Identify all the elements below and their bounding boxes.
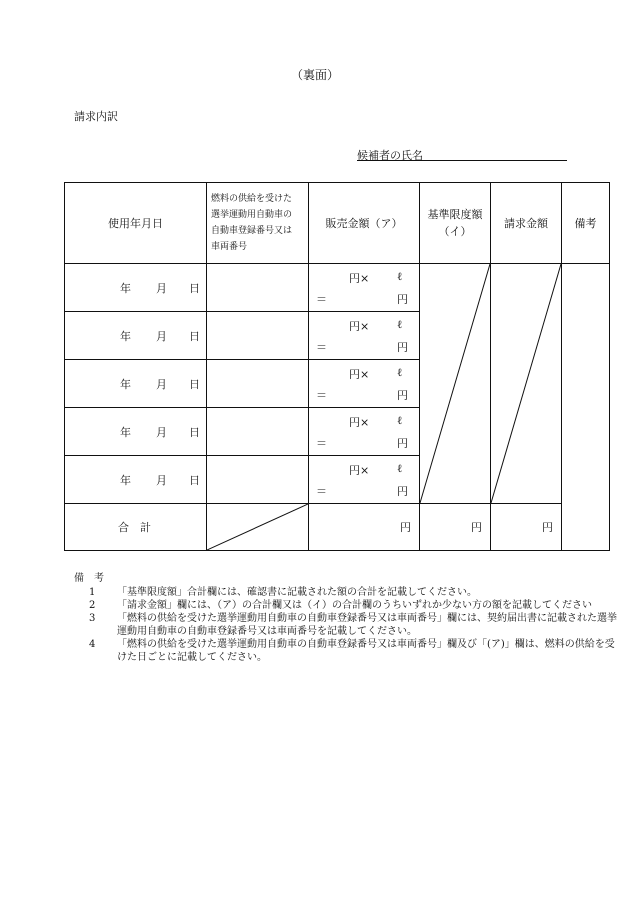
- month-label: 月: [156, 377, 167, 391]
- note-item: [74, 586, 617, 599]
- month-label: 月: [156, 473, 167, 487]
- header-fuel-vehicle: [207, 183, 309, 264]
- total-claim-cell[interactable]: [491, 504, 562, 551]
- yen-unit: 円: [397, 437, 408, 450]
- total-row: [65, 504, 610, 551]
- yen-unit: 円: [400, 521, 411, 534]
- sales-amount-cell[interactable]: [309, 264, 420, 312]
- note-item: [74, 638, 617, 664]
- diagonal-strike: [491, 264, 561, 503]
- note-text: 「燃料の供給を受けた選挙運動用自動車の自動車登録番号又は車両番号」欄には、契約届出書に記載された選挙運動用自動車の自動車登録番号又は車両番号を記載してください。: [117, 613, 617, 637]
- liter-unit: ℓ: [397, 318, 403, 331]
- unit-price-yen: 円×: [349, 320, 370, 333]
- note-text: 「燃料の供給を受けた選挙運動用自動車の自動車登録番号又は車両番号」欄及び「(ア)」欄は、燃料の供給を受けた日ごとに記載してください。: [117, 639, 615, 663]
- notes-heading: 備 考: [74, 573, 104, 584]
- unit-price-yen: 円×: [349, 368, 370, 381]
- year-label: 年: [120, 281, 131, 295]
- yen-unit: 円: [397, 341, 408, 354]
- header-claim-amount: 請求金額: [491, 183, 562, 264]
- vehicle-number-cell[interactable]: [207, 312, 309, 360]
- yen-unit: 円: [471, 521, 482, 534]
- header-fuel-line: 自動車登録番号又は: [211, 226, 293, 236]
- header-fuel-line: 燃料の供給を受けた: [211, 194, 293, 204]
- header-limit-line: 基準限度額: [427, 208, 483, 221]
- claim-amount-cell: [491, 264, 562, 504]
- liter-unit: ℓ: [397, 414, 403, 427]
- note-number: 4: [89, 639, 96, 650]
- claim-breakdown-table: [64, 182, 610, 551]
- sales-amount-cell[interactable]: [309, 456, 420, 504]
- yen-unit: 円: [397, 389, 408, 402]
- total-limit-cell[interactable]: [420, 504, 491, 551]
- diagonal-strike: [420, 264, 490, 503]
- year-label: 年: [120, 473, 131, 487]
- header-date: 使用年月日: [65, 183, 207, 264]
- vehicle-number-cell[interactable]: [207, 408, 309, 456]
- vehicle-number-cell[interactable]: [207, 264, 309, 312]
- equals-sign: ＝: [316, 389, 327, 402]
- limit-amount-cell: [420, 264, 491, 504]
- vehicle-number-cell[interactable]: [207, 456, 309, 504]
- date-cell[interactable]: [65, 360, 207, 408]
- month-label: 月: [156, 425, 167, 439]
- total-sales-cell[interactable]: [309, 504, 420, 551]
- total-vehicle-cell: [207, 504, 309, 551]
- note-text: 「基準限度額」合計欄には、確認書に記載された額の合計を記載してください。: [117, 587, 477, 598]
- header-fuel-line: 選挙運動用自動車の: [211, 210, 293, 220]
- day-label: 日: [189, 281, 200, 295]
- table-row: [65, 264, 610, 312]
- candidate-name-label: 候補者の氏名: [357, 149, 423, 162]
- liter-unit: ℓ: [397, 270, 403, 283]
- header-fuel-line: 車両番号: [211, 242, 248, 252]
- header-sales-amount: 販売金額（ア）: [309, 183, 420, 264]
- note-number: 3: [89, 613, 96, 624]
- vehicle-number-cell[interactable]: [207, 360, 309, 408]
- month-label: 月: [156, 329, 167, 343]
- section-heading: 請求内訳: [74, 110, 118, 123]
- unit-price-yen: 円×: [349, 464, 370, 477]
- liter-unit: ℓ: [397, 462, 403, 475]
- day-label: 日: [189, 377, 200, 391]
- unit-price-yen: 円×: [349, 272, 370, 285]
- day-label: 日: [189, 329, 200, 343]
- day-label: 日: [189, 425, 200, 439]
- yen-unit: 円: [397, 485, 408, 498]
- page-title: （裏面）: [290, 68, 339, 82]
- year-label: 年: [120, 377, 131, 391]
- year-label: 年: [120, 425, 131, 439]
- equals-sign: ＝: [316, 341, 327, 354]
- note-text: 「請求金額」欄には、（ア）の合計欄又は（イ）の合計欄のうちいずれか少ない方の額を記載してください: [117, 600, 592, 611]
- date-cell[interactable]: [65, 456, 207, 504]
- day-label: 日: [189, 473, 200, 487]
- note-number: 1: [89, 587, 96, 598]
- sales-amount-cell[interactable]: [309, 312, 420, 360]
- note-number: 2: [89, 600, 96, 611]
- total-label: 合 計: [118, 521, 151, 534]
- date-cell[interactable]: [65, 312, 207, 360]
- remarks-cell[interactable]: [562, 264, 610, 551]
- note-item: [74, 612, 617, 638]
- liter-unit: ℓ: [397, 366, 403, 379]
- header-row: [65, 183, 610, 264]
- date-cell[interactable]: [65, 264, 207, 312]
- equals-sign: ＝: [316, 485, 327, 498]
- candidate-name-field[interactable]: [357, 160, 567, 161]
- yen-unit: 円: [397, 293, 408, 306]
- notes-section: [74, 572, 617, 664]
- total-label-cell: [65, 504, 207, 551]
- diagonal-strike: [207, 504, 308, 550]
- month-label: 月: [156, 281, 167, 295]
- equals-sign: ＝: [316, 437, 327, 450]
- note-item: [74, 599, 617, 612]
- year-label: 年: [120, 329, 131, 343]
- sales-amount-cell[interactable]: [309, 408, 420, 456]
- header-remarks: 備考: [562, 183, 610, 264]
- header-limit-amount: [420, 183, 491, 264]
- date-cell[interactable]: [65, 408, 207, 456]
- header-limit-line: （イ）: [438, 225, 472, 238]
- yen-unit: 円: [542, 521, 553, 534]
- equals-sign: ＝: [316, 293, 327, 306]
- sales-amount-cell[interactable]: [309, 360, 420, 408]
- unit-price-yen: 円×: [349, 416, 370, 429]
